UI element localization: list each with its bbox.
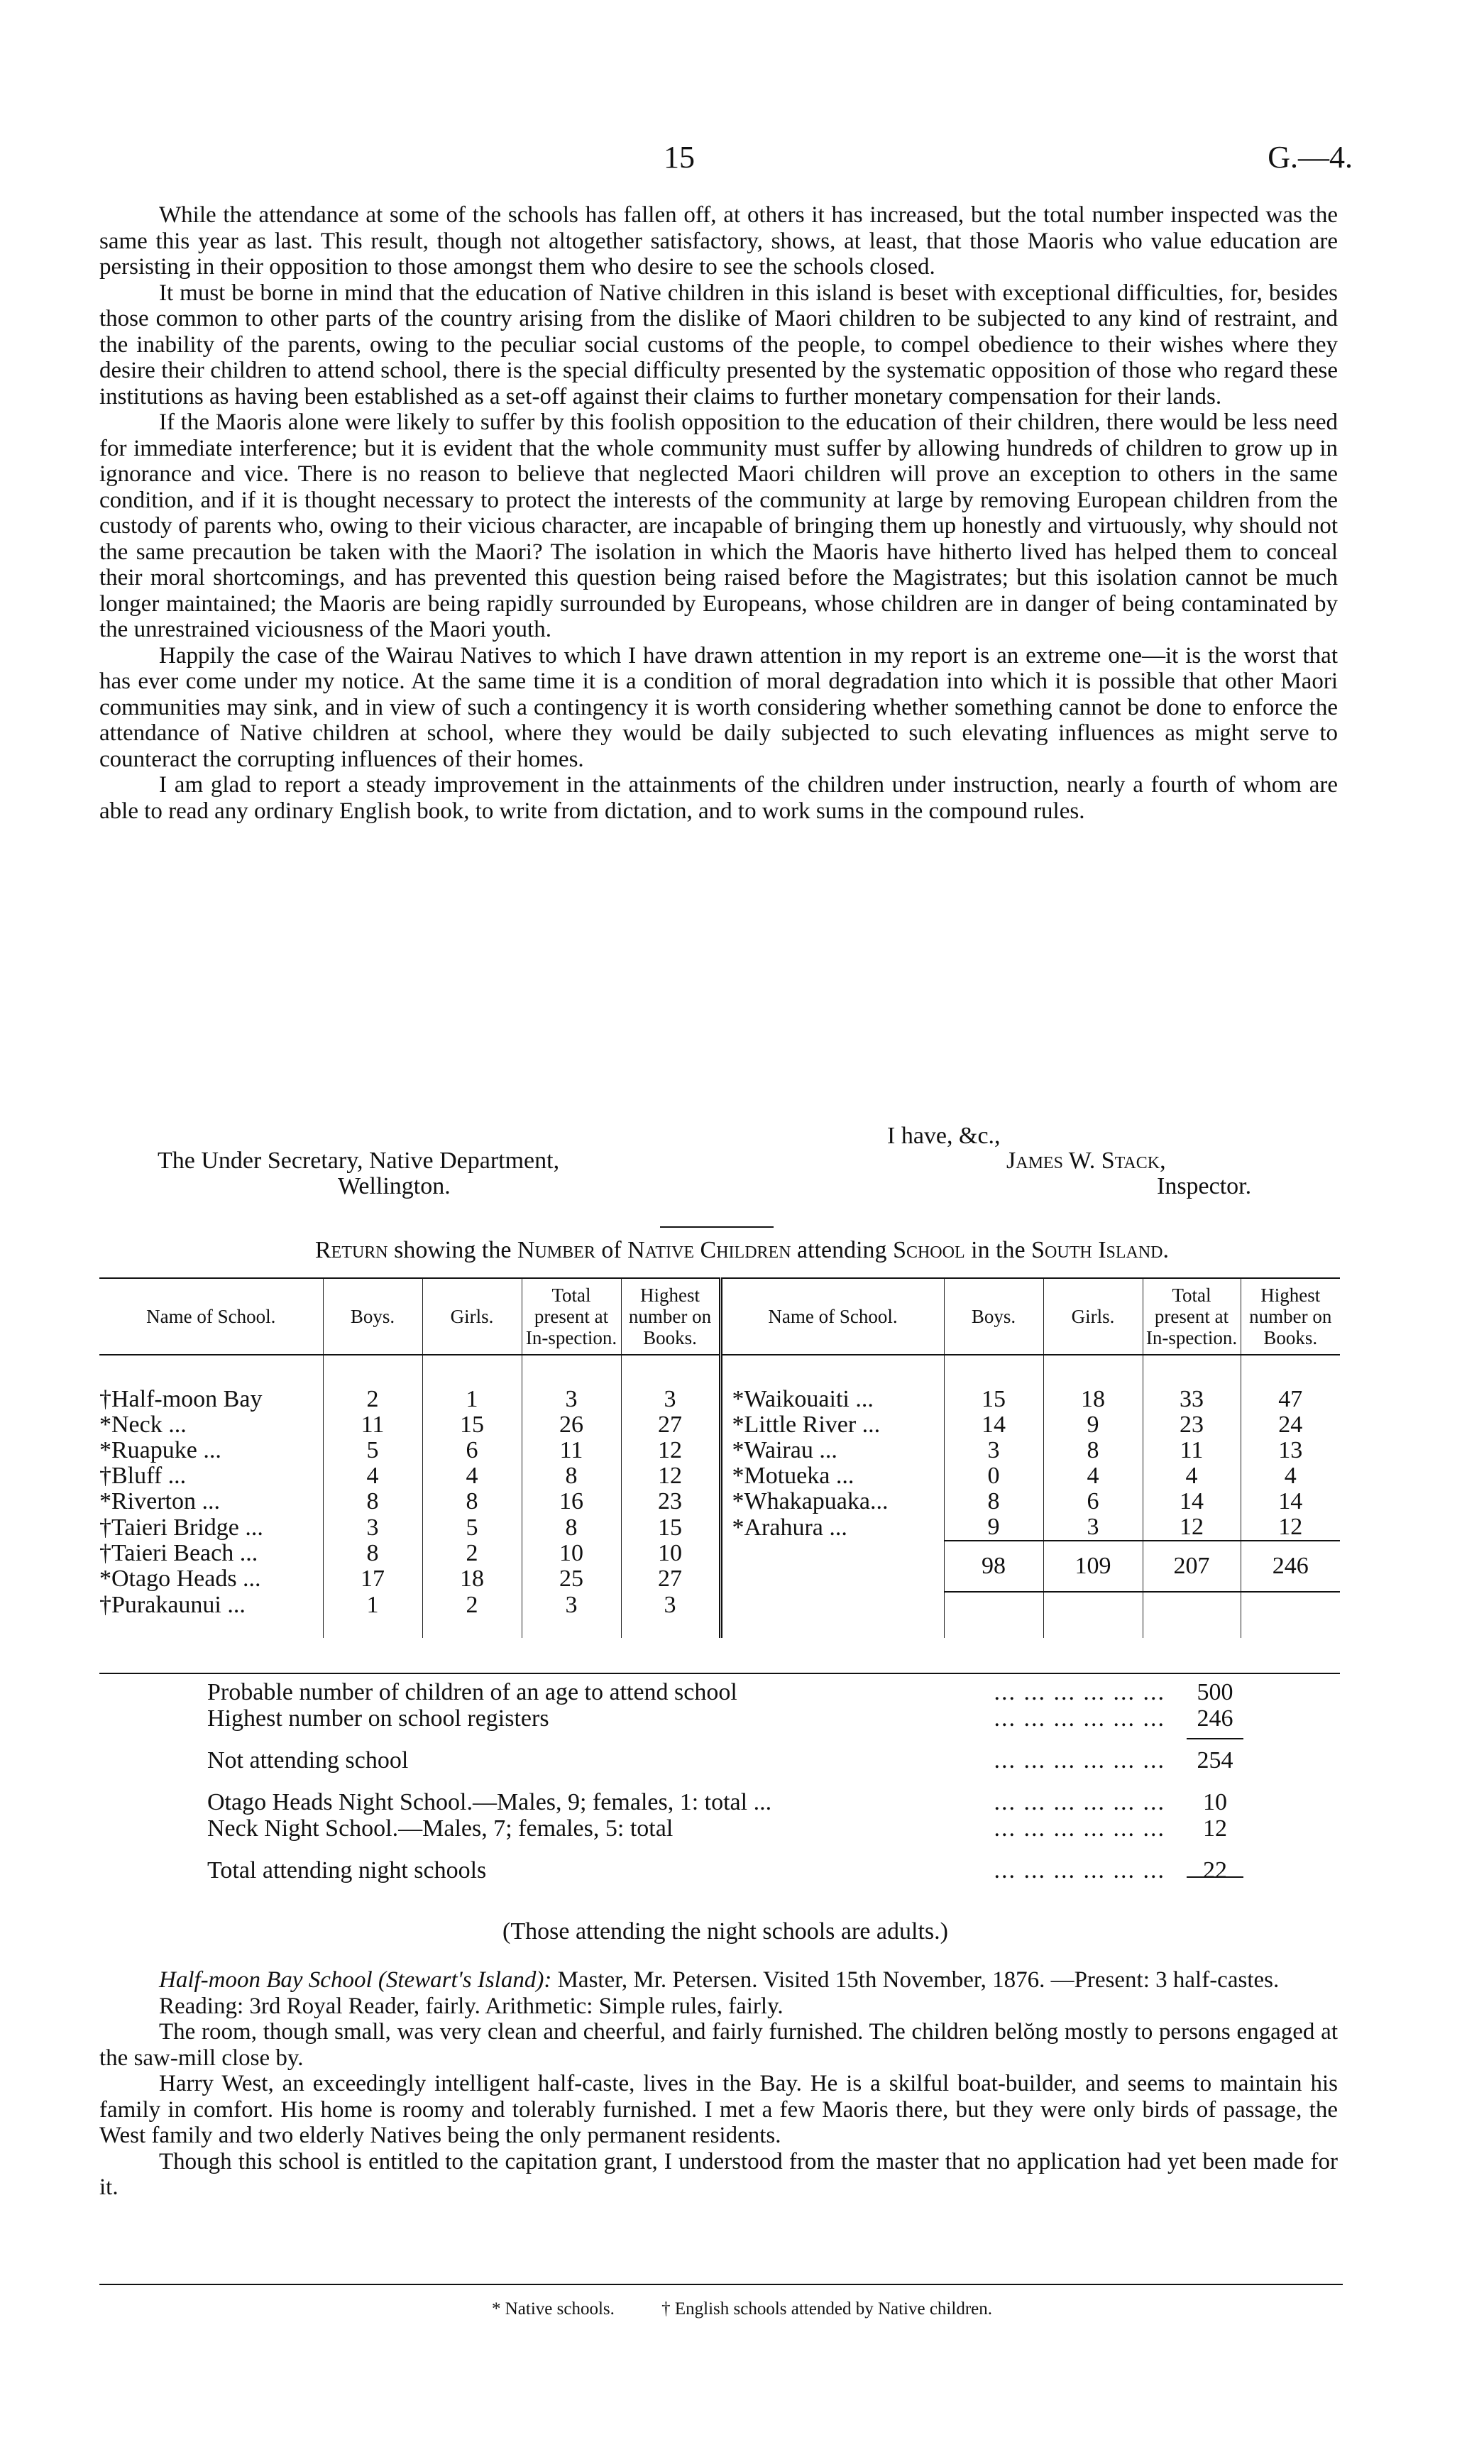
- title-word: Native Children: [627, 1237, 791, 1263]
- leader-dots: ... ... ... ... ... ...: [994, 1857, 1165, 1883]
- table-row: [99, 1438, 1340, 1463]
- empty-cell: [720, 1541, 944, 1566]
- summary-value: 254: [1197, 1747, 1233, 1773]
- boys-cell: 3: [323, 1514, 422, 1541]
- school-name: *Little River ...: [720, 1412, 944, 1438]
- girls-cell: 6: [422, 1438, 522, 1463]
- total-cell: 11: [522, 1438, 621, 1463]
- col-header: Total present at In-spection.: [522, 1278, 621, 1355]
- empty-cell: [944, 1592, 1043, 1638]
- summary-label: Not attending school: [207, 1747, 409, 1773]
- girls-cell: 18: [1043, 1355, 1143, 1412]
- table-row: [99, 1412, 1340, 1438]
- empty-cell: [720, 1592, 944, 1638]
- table-row: [99, 1463, 1340, 1489]
- total-cell: 33: [1143, 1355, 1241, 1412]
- paragraph-difficulties: It must be borne in mind that the education of Native children in this island is beset with exceptional difficulties, for, besides those common to other parts of the country arising from the dislike of Maori children to be subjected to any kind of restraint, and the inability of the parents, owing to the peculiar social customs of the people, to compel obedience to their wishes where they desire their children to attend school, there is the special difficulty presented by the systematic opposition of those who regard these institutions as having been established as a set-off against their claims to further monetary compensation for their lands.: [99, 280, 1338, 409]
- table-row: [99, 1489, 1340, 1514]
- footnote-rule: [99, 2284, 1343, 2285]
- total-cell: 16: [522, 1489, 621, 1514]
- leader-dots: ... ... ... ... ... ...: [994, 1705, 1165, 1732]
- girls-cell: 4: [1043, 1463, 1143, 1489]
- total-cell: 10: [522, 1541, 621, 1566]
- summary-label: Neck Night School.—Males, 7; females, 5: total: [207, 1815, 674, 1842]
- highest-cell: 27: [621, 1566, 720, 1592]
- col-header: Boys.: [944, 1278, 1043, 1355]
- table-row: [99, 1514, 1340, 1541]
- total-cell: 25: [522, 1566, 621, 1592]
- total-cell: 23: [1143, 1412, 1241, 1438]
- girls-cell: 15: [422, 1412, 522, 1438]
- girls-cell: 8: [1043, 1438, 1143, 1463]
- leader-dots: ... ... ... ... ... ...: [994, 1747, 1165, 1773]
- boys-cell: 9: [944, 1514, 1043, 1541]
- summary-label: Otago Heads Night School.—Males, 9; females, 1: total ...: [207, 1789, 772, 1815]
- signature-title: Inspector.: [1157, 1173, 1252, 1199]
- table-header-row: [99, 1278, 1340, 1355]
- summary-row-highest: [207, 1705, 1243, 1732]
- empty-cell: [1143, 1592, 1241, 1638]
- report-body: [99, 202, 1338, 824]
- paragraph-improvement: I am glad to report a steady improvement in the attainments of the children under instruction, nearly a fourth of whom are able to read any ordinary English book, to write from dictation, and to work sums in the compound rules.: [99, 772, 1338, 824]
- total-cell: 12: [1143, 1514, 1241, 1541]
- girls-cell: 3: [1043, 1514, 1143, 1541]
- school-name: *Arahura ...: [720, 1514, 944, 1541]
- summary-value: 22: [1203, 1857, 1227, 1883]
- footnote-native: * Native schools.: [491, 2299, 615, 2319]
- girls-cell: 6: [1043, 1489, 1143, 1514]
- boys-cell: 14: [944, 1412, 1043, 1438]
- girls-cell: 5: [422, 1514, 522, 1541]
- empty-cell: [1043, 1592, 1143, 1638]
- summary-row-probable: [207, 1679, 1243, 1705]
- girls-cell: 8: [422, 1489, 522, 1514]
- school-name: *Neck ...: [99, 1412, 187, 1438]
- adults-note: (Those attending the night schools are adults.): [502, 1918, 948, 1945]
- boys-cell: 0: [944, 1463, 1043, 1489]
- total-present: 207: [1143, 1541, 1241, 1592]
- paragraph-attendance: While the attendance at some of the schools has fallen off, at others it has increased, but the total number inspected was the same this year as last. This result, though not altogether satisfactory, shows, at least, that those Maoris who value education are persisting in their opposition to those amongst them who desire to see the schools closed.: [99, 202, 1338, 280]
- report-reading: Reading: 3rd Royal Reader, fairly. Arithmetic: Simple rules, fairly.: [159, 1993, 784, 2019]
- boys-cell: 8: [944, 1489, 1043, 1514]
- summary-value: 12: [1203, 1815, 1227, 1842]
- table-row: [99, 1592, 1340, 1638]
- total-cell: 4: [1143, 1463, 1241, 1489]
- document-reference: G.—4.: [1268, 140, 1353, 175]
- empty-cell: [720, 1566, 944, 1592]
- title-word: attending: [791, 1237, 894, 1263]
- summary-value: 10: [1203, 1789, 1227, 1815]
- total-cell: 11: [1143, 1438, 1241, 1463]
- girls-cell: 1: [422, 1355, 522, 1412]
- addressee: The Under Secretary, Native Department,: [158, 1148, 560, 1174]
- col-header: Boys.: [323, 1278, 422, 1355]
- boys-cell: 5: [323, 1438, 422, 1463]
- col-header: Highest number on Books.: [1241, 1278, 1340, 1355]
- girls-cell: 2: [422, 1541, 522, 1566]
- addressee-location: Wellington.: [338, 1173, 451, 1199]
- highest-cell: 12: [621, 1438, 720, 1463]
- highest-cell: 12: [1241, 1514, 1340, 1541]
- report-header: [99, 1967, 1338, 1993]
- total-cell: 3: [522, 1355, 621, 1412]
- boys-cell: 11: [323, 1412, 422, 1438]
- boys-cell: 3: [944, 1438, 1043, 1463]
- report-room: The room, though small, was very clean and cheerful, and fairly furnished. The children belŏng mostly to persons engaged at the saw-mill close by.: [99, 2019, 1338, 2071]
- title-word: .: [1163, 1237, 1170, 1263]
- school-name: †Bluff ...: [99, 1463, 187, 1489]
- title-word: South Island: [1031, 1237, 1163, 1263]
- school-name: *Otago Heads ...: [99, 1566, 261, 1592]
- boys-cell: 8: [323, 1541, 422, 1566]
- footnotes: [0, 2299, 1484, 2319]
- highest-cell: 13: [1241, 1438, 1340, 1463]
- title-word: School: [893, 1237, 965, 1263]
- girls-cell: 4: [422, 1463, 522, 1489]
- highest-cell: 23: [621, 1489, 720, 1514]
- school-name: †Half-moon Bay: [99, 1386, 263, 1412]
- attendance-summary: [207, 1679, 1243, 1945]
- sum-rule: [1187, 1738, 1243, 1739]
- summary-value: 500: [1197, 1679, 1233, 1705]
- col-header: Highest number on Books.: [621, 1278, 720, 1355]
- girls-cell: 9: [1043, 1412, 1143, 1438]
- school-name: *Motueka ...: [720, 1463, 944, 1489]
- total-cell: 14: [1143, 1489, 1241, 1514]
- boys-cell: 1: [323, 1592, 422, 1638]
- total-boys: 98: [944, 1541, 1043, 1592]
- col-header: Name of School.: [99, 1278, 323, 1355]
- paragraph-opposition: If the Maoris alone were likely to suffer by this foolish opposition to the education of their children, there would be less need for immediate interference; but it is evident that the whole community must suffer by allowing hundreds of children to grow up in ignorance and vice. There is no reason to believe that neglected Maori children will prove an exception to others in the same condition, and if it is thought necessary to protect the interests of the community at large by removing European children from the custody of parents who, owing to their vicious character, are incapable of bringing them up honestly and virtuously, why should not the same precaution be taken with the Maori? The isolation in which the Maoris have hitherto lived has helped them to conceal their moral shortcomings, and has prevented this question being raised before the Magistrates; but this isolation cannot be much longer maintained; the Maoris are being rapidly surrounded by Europeans, whose children are in danger of being contaminated by the unrestrained viciousness of the Maori youth.: [99, 409, 1338, 642]
- summary-label: Probable number of children of an age to attend school: [207, 1679, 737, 1705]
- summary-value: 246: [1197, 1705, 1233, 1732]
- footnote-english: † English schools attended by Native children.: [661, 2299, 992, 2319]
- section-divider: [660, 1226, 774, 1228]
- highest-cell: 24: [1241, 1412, 1340, 1438]
- title-word: Return: [314, 1237, 388, 1263]
- summary-row-total-night: [207, 1857, 1243, 1883]
- total-cell: 26: [522, 1412, 621, 1438]
- table-row: [99, 1541, 1340, 1566]
- report-school-title: Half-moon Bay School (Stewart's Island):: [159, 1967, 552, 1993]
- col-header: Girls.: [1043, 1278, 1143, 1355]
- col-header: Total present at In-spection.: [1143, 1278, 1241, 1355]
- highest-cell: 47: [1241, 1355, 1340, 1412]
- title-word: showing the: [388, 1237, 517, 1263]
- highest-cell: 4: [1241, 1463, 1340, 1489]
- school-name: *Ruapuke ...: [99, 1437, 221, 1463]
- signature-name: James W. Stack,: [1006, 1148, 1166, 1174]
- highest-cell: 12: [621, 1463, 720, 1489]
- paragraph-wairau: Happily the case of the Wairau Natives to which I have drawn attention in my report is an extreme one—it is the worst that has ever come under my notice. At the same time it is a condition of moral degradation into which it is possible that other Maori communities may sink, and in view of such a contingency it is worth considering whether something cannot be done to enforce the attendance of Native children at school, where they would be daily subjected to such elevating influences as might serve to counteract the corrupting influences of their homes.: [99, 642, 1338, 772]
- leader-dots: ... ... ... ... ... ...: [994, 1679, 1165, 1705]
- total-girls: 109: [1043, 1541, 1143, 1592]
- school-name: *Waikouaiti ...: [720, 1355, 944, 1412]
- leader-dots: ... ... ... ... ... ...: [994, 1815, 1165, 1842]
- highest-cell: 14: [1241, 1489, 1340, 1514]
- school-name: †Taieri Bridge ...: [99, 1514, 263, 1541]
- summary-row-otago-night: [207, 1789, 1243, 1815]
- col-header: Name of School.: [720, 1278, 944, 1355]
- page-number: 15: [664, 140, 695, 175]
- attendance-table: [99, 1277, 1340, 1638]
- table-title: [0, 1237, 1484, 1264]
- report-harry-west: Harry West, an exceedingly intelligent half-caste, lives in the Bay. He is a skilful boat-builder, and seems to maintain his family in comfort. His home is roomy and tolerably furnished. I met a few Maoris there, but they were only birds of passage, the West family and two elderly Natives being the only permanent residents.: [99, 2071, 1338, 2148]
- title-word: of: [595, 1237, 628, 1263]
- boys-cell: 15: [944, 1355, 1043, 1412]
- boys-cell: 17: [323, 1566, 422, 1592]
- boys-cell: 8: [323, 1489, 422, 1514]
- highest-cell: 3: [621, 1592, 720, 1638]
- highest-cell: 27: [621, 1412, 720, 1438]
- summary-label: Highest number on school registers: [207, 1705, 549, 1732]
- table-bottom-rule: [99, 1673, 1340, 1674]
- school-name: *Wairau ...: [720, 1438, 944, 1463]
- summary-row-not-attending: [207, 1747, 1243, 1773]
- total-cell: 8: [522, 1514, 621, 1541]
- boys-cell: 2: [323, 1355, 422, 1412]
- school-name: †Taieri Beach ...: [99, 1540, 258, 1566]
- school-name: *Whakapuaka...: [720, 1489, 944, 1514]
- report-header-rest: Master, Mr. Petersen. Visited 15th November, 1876. —Present: 3 half-castes.: [551, 1967, 1280, 1993]
- girls-cell: 18: [422, 1566, 522, 1592]
- highest-cell: 10: [621, 1541, 720, 1566]
- school-name: †Purakaunui ...: [99, 1591, 246, 1618]
- total-highest: 246: [1241, 1541, 1340, 1592]
- school-report: [99, 1967, 1338, 2201]
- title-word: Number: [517, 1237, 595, 1263]
- empty-cell: [1241, 1592, 1340, 1638]
- school-name: *Riverton ...: [99, 1488, 220, 1514]
- highest-cell: 3: [621, 1355, 720, 1412]
- leader-dots: ... ... ... ... ... ...: [994, 1789, 1165, 1815]
- table-row: [99, 1355, 1340, 1412]
- highest-cell: 15: [621, 1514, 720, 1541]
- girls-cell: 2: [422, 1592, 522, 1638]
- title-word: in the: [964, 1237, 1032, 1263]
- report-capitation: Though this school is entitled to the capitation grant, I understood from the master that no application had yet been made for it.: [99, 2148, 1338, 2200]
- summary-label: Total attending night schools: [207, 1857, 487, 1883]
- total-cell: 8: [522, 1463, 621, 1489]
- col-header: Girls.: [422, 1278, 522, 1355]
- summary-row-neck-night: [207, 1815, 1243, 1842]
- boys-cell: 4: [323, 1463, 422, 1489]
- total-cell: 3: [522, 1592, 621, 1638]
- signature-closing: I have, &c.,: [887, 1123, 1001, 1149]
